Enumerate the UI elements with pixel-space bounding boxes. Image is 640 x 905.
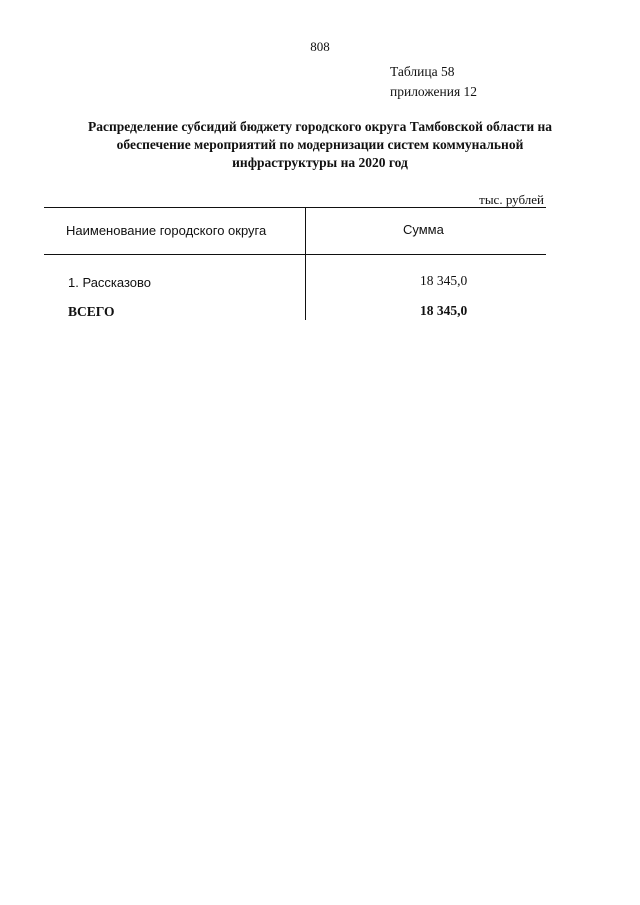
header-bottom-border xyxy=(44,254,546,255)
table-number: Таблица 58 xyxy=(390,64,455,79)
column-header-sum: Сумма xyxy=(403,222,444,237)
column-header-name: Наименование городского округа xyxy=(66,223,267,238)
title-line-3: инфраструктуры на 2020 год xyxy=(232,155,408,170)
table-reference xyxy=(390,62,477,102)
total-row-sum: 18 345,0 xyxy=(420,303,468,318)
page-number: 808 xyxy=(310,39,330,54)
appendix-number: приложения 12 xyxy=(390,84,478,99)
units-label: тыс. рублей xyxy=(479,192,544,207)
table-row-sum: 18 345,0 xyxy=(420,273,468,288)
table-top-border xyxy=(44,207,546,208)
title-line-1: Распределение субсидий бюджету городского округа Тамбовской области на xyxy=(87,119,553,134)
table-row-name: 1. Рассказово xyxy=(68,275,152,290)
column-divider xyxy=(305,207,306,320)
title-line-2: обеспечение мероприятий по модернизации систем коммунальной xyxy=(116,137,524,152)
document-title xyxy=(60,118,580,172)
total-row-name: ВСЕГО xyxy=(68,304,115,319)
